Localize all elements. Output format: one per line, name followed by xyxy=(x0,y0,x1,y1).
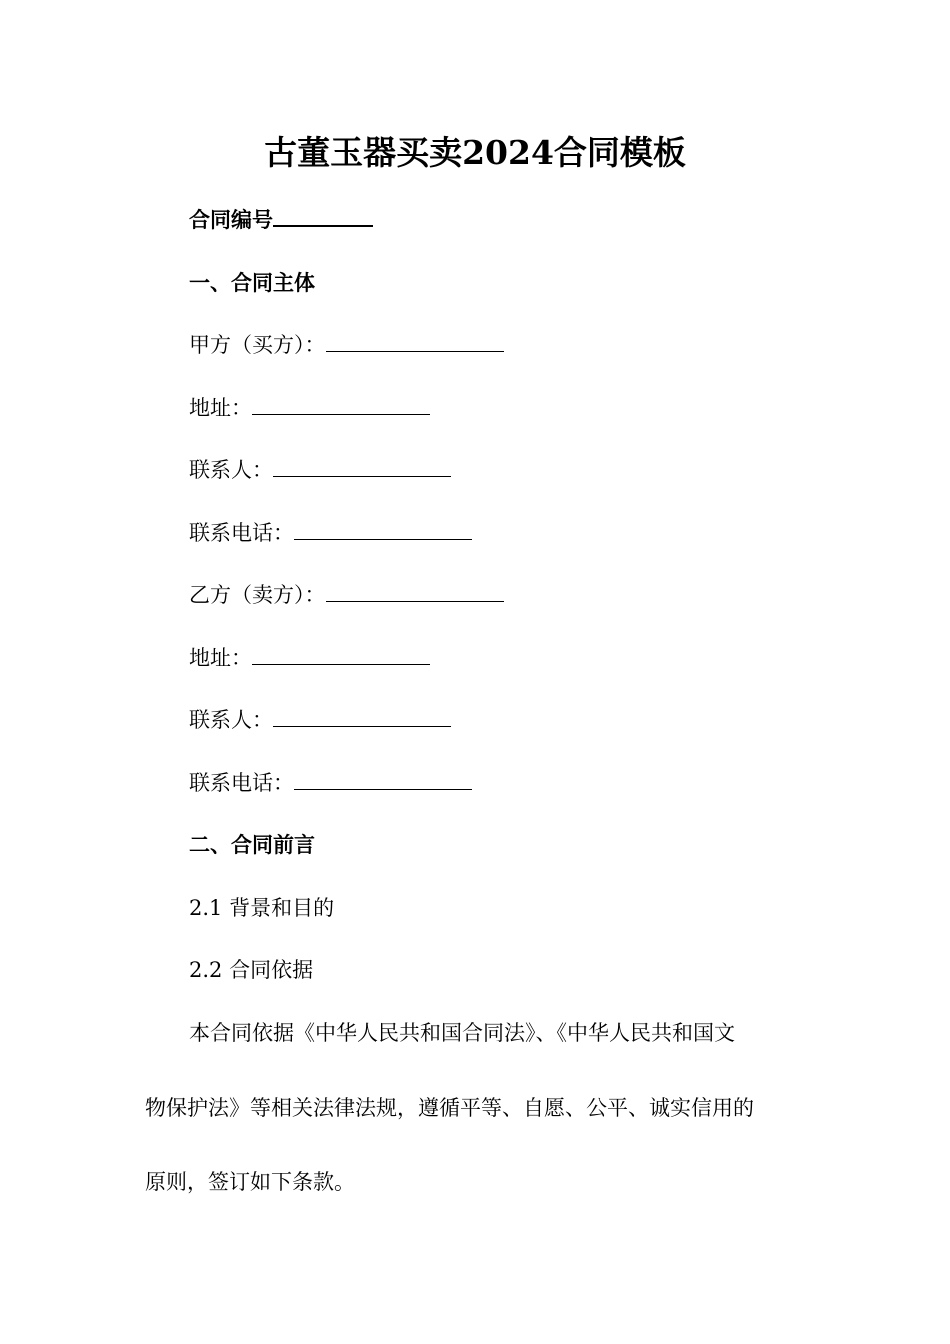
party-a-address-label: 地址： xyxy=(189,396,252,420)
party-a-blank xyxy=(326,331,504,352)
paragraph-line-1: 本合同依据《中华人民共和国合同法》、《中华人民共和国文 xyxy=(189,1021,735,1045)
item-2-1: 2.1 背景和目的 xyxy=(189,896,335,920)
party-a-address-blank xyxy=(252,394,430,415)
party-b-contact-blank xyxy=(273,706,451,727)
party-b-phone-blank xyxy=(294,769,472,790)
party-a-phone-row xyxy=(189,518,472,548)
item-2-2: 2.2 合同依据 xyxy=(189,958,314,982)
party-a-phone-blank xyxy=(294,519,472,540)
paragraph-line-3: 原则，签订如下条款。 xyxy=(145,1170,355,1194)
party-b-contact-label: 联系人： xyxy=(189,708,273,732)
party-a-label: 甲方（买方）： xyxy=(189,333,326,357)
party-b-address-label: 地址： xyxy=(189,646,252,670)
section-2-heading: 二、合同前言 xyxy=(189,832,315,857)
contract-number-blank xyxy=(273,205,373,227)
party-a-contact-blank xyxy=(273,456,451,477)
paragraph-line-2: 物保护法》等相关法律法规，遵循平等、自愿、公平、诚实信用的 xyxy=(145,1096,754,1120)
party-b-blank xyxy=(326,581,504,602)
party-a-row xyxy=(189,330,504,360)
section-1-heading: 一、合同主体 xyxy=(189,270,315,295)
document-title: 古董玉器买卖2024合同模板 xyxy=(264,133,686,172)
party-a-address-row xyxy=(189,393,430,423)
party-a-phone-label: 联系电话： xyxy=(189,521,294,545)
party-b-address-blank xyxy=(252,644,430,665)
party-b-phone-label: 联系电话： xyxy=(189,771,294,795)
party-b-label: 乙方（卖方）： xyxy=(189,583,326,607)
contract-number-label: 合同编号 xyxy=(189,207,273,232)
party-b-contact-row xyxy=(189,705,451,735)
contract-number-row xyxy=(189,205,373,235)
party-a-contact-label: 联系人： xyxy=(189,458,273,482)
party-a-contact-row xyxy=(189,455,451,485)
party-b-address-row xyxy=(189,643,430,673)
party-b-row xyxy=(189,580,504,610)
party-b-phone-row xyxy=(189,768,472,798)
